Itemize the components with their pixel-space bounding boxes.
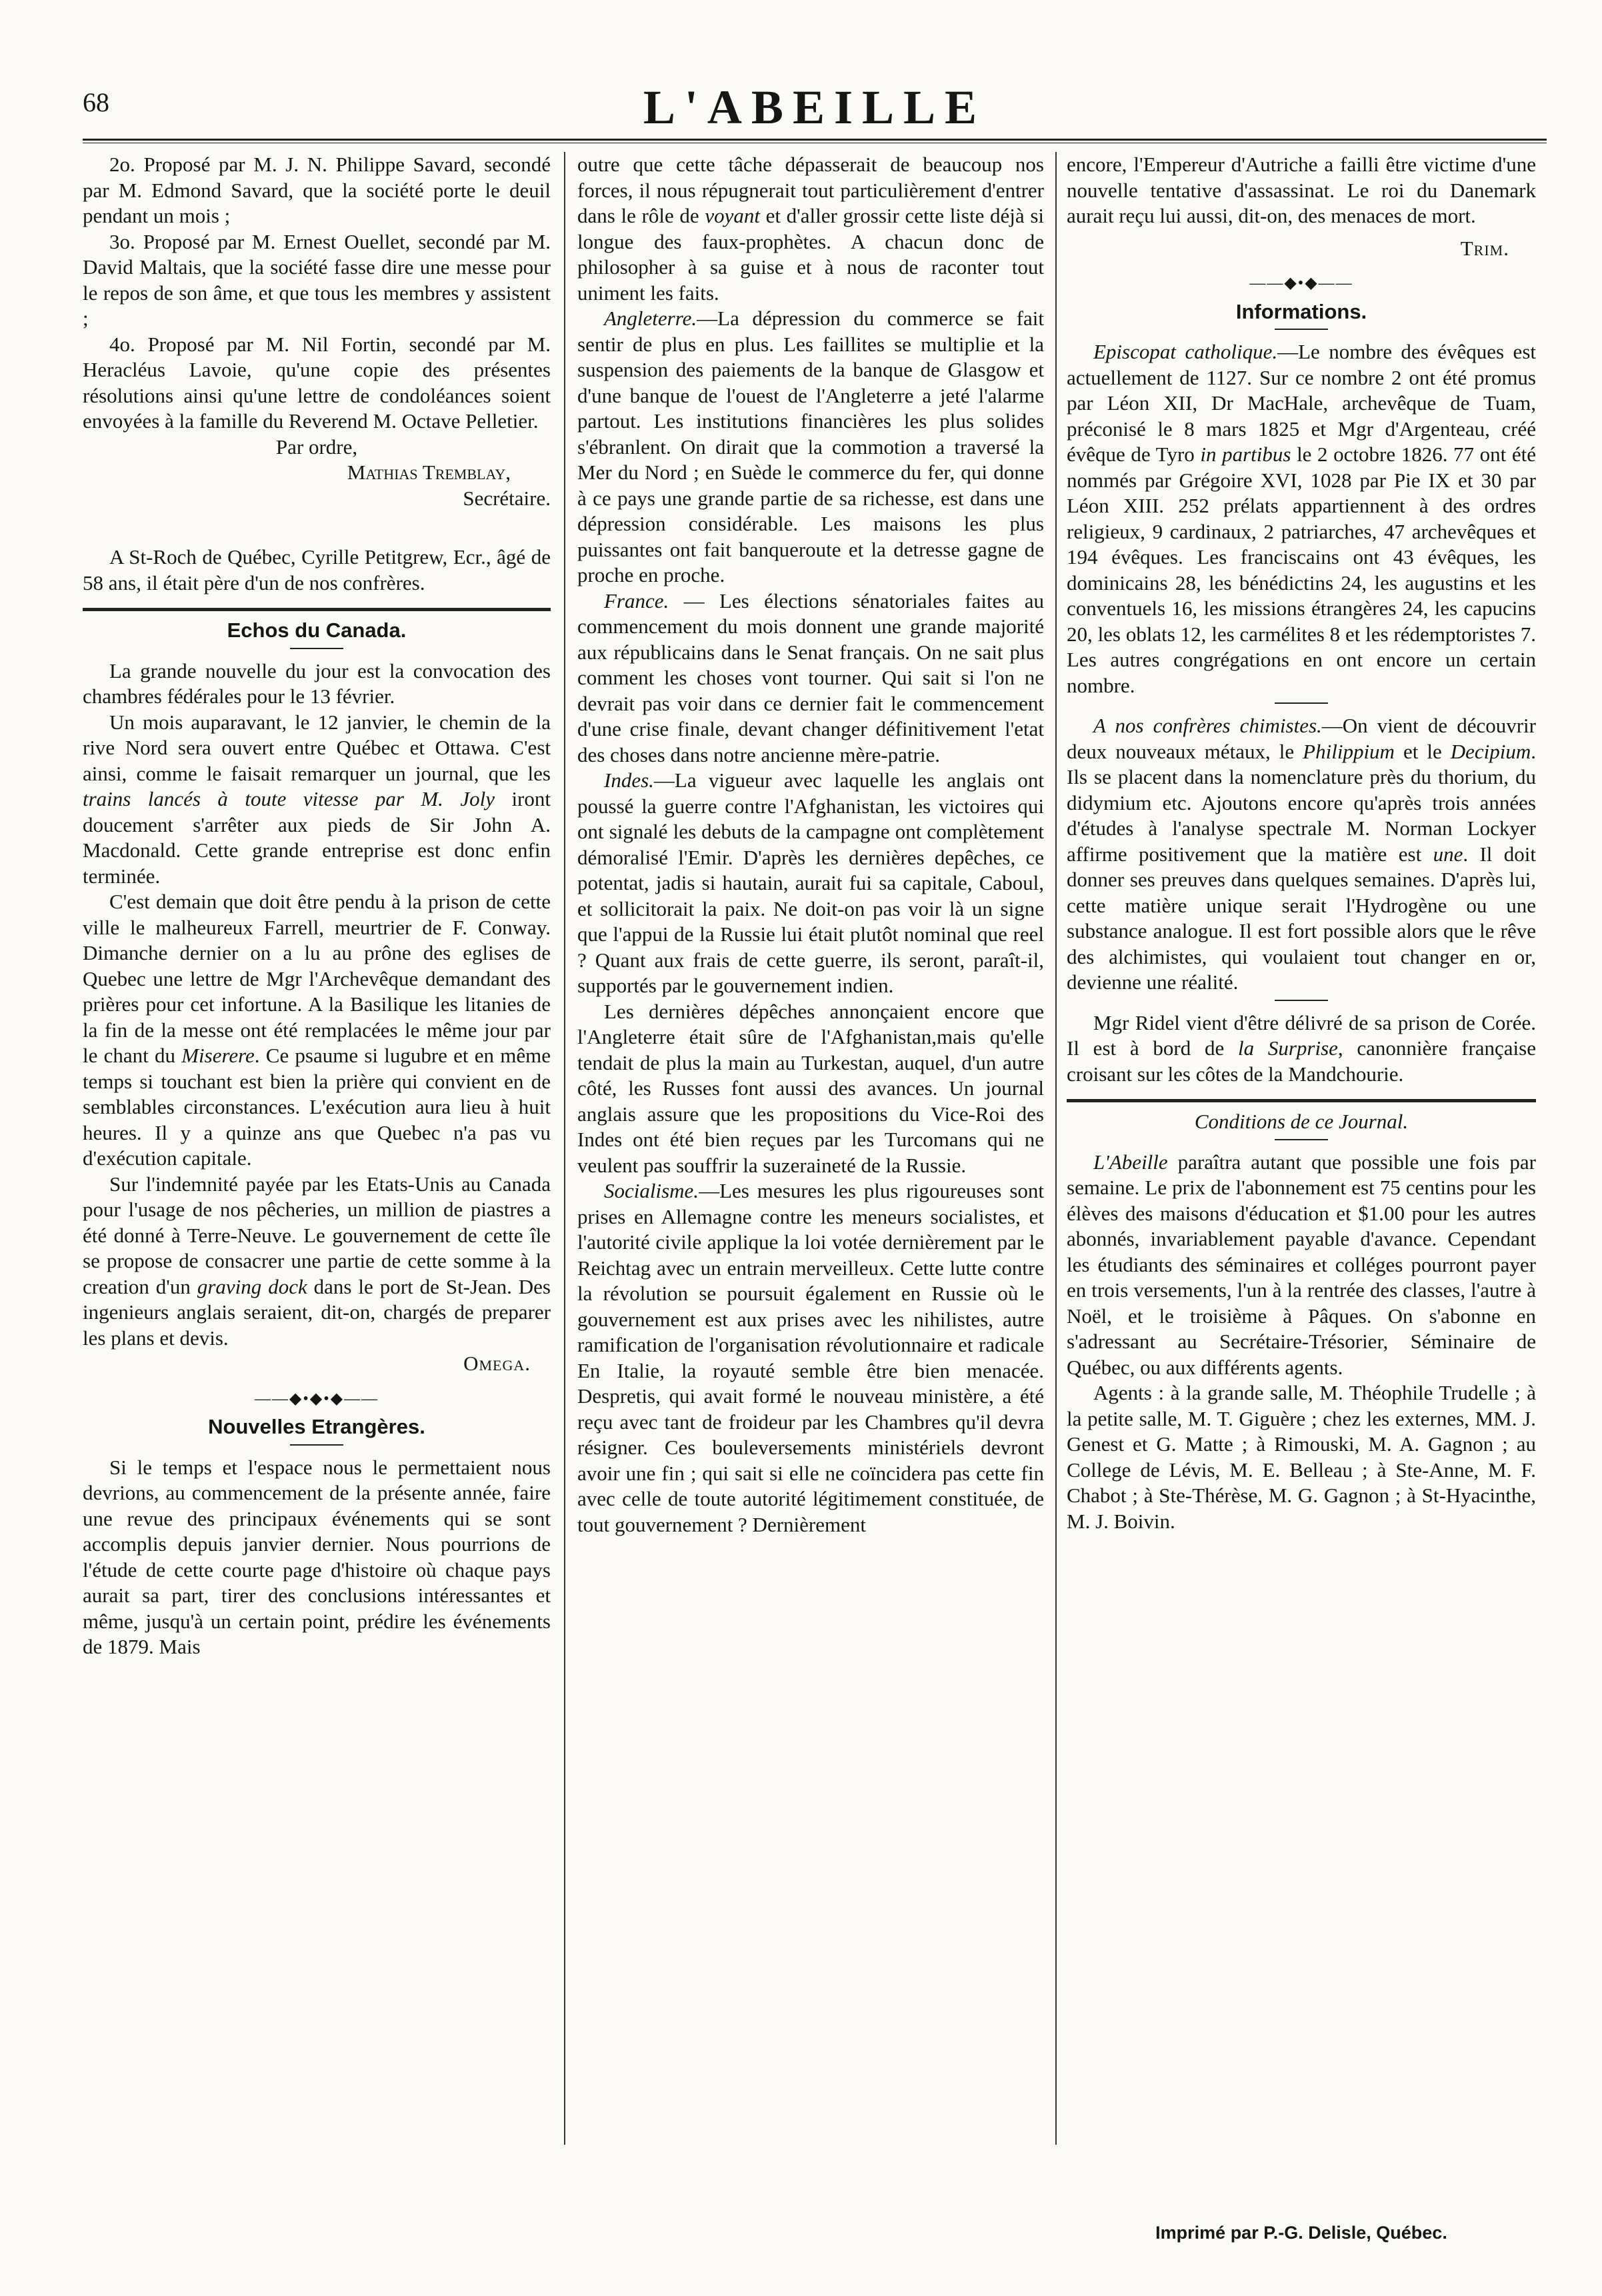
section-title-conditions: Conditions de ce Journal. [1194,1110,1409,1133]
page-number: 68 [83,87,109,117]
ornament-divider: ——◆•◆—— [1249,275,1353,292]
short-rule [1275,329,1328,330]
column-divider [1055,152,1057,2145]
masthead-title: L'ABEILLE [643,81,987,134]
signer-role: Secrétaire. [463,486,551,510]
news-france: France. — Les élections sénatoriales faites au commencement du mois donnent une grande majorité aux républicains dans le Senat français. On ne sait plus comment les choses vont tourner. Qui sait si l'on ne devrait pas voir dans ce dernier fait le commencement d'une crise finale, devant changer définitivement l'etat des choses dans notre ancienne mère-patrie. [577,588,1044,766]
short-rule [290,1444,343,1446]
resolution-3: 3o. Proposé par M. Ernest Ouellet, secondé par M. David Maltais, que la société fasse dire une messe pour le repos de son âme, et que tous les membres y assistent ; [83,229,551,330]
page-header [83,80,1547,133]
echos-paragraph: C'est demain que doit être pendu à la prison de cette ville le malheureux Farrell, meurtrier de F. Conway. Dimanche dernier on a lu au prône des eglises de Quebec une lettre de Mgr l'Archevêque demandant des prières pour cet infortune. A la Basilique les litanies de la fin de la messe ont été remplacées le même jour par le chant du Miserere. Ce psaume si lugubre et en même temps si touchant est bien la prière qui convient en de semblables circonstances. L'exécution aura lieu à huit heures. Il y a quinze ans que Quebec n'a pas vu d'exécution capitale. [83,890,551,1170]
resolution-4: 4o. Proposé par M. Nil Fortin, secondé par M. Heracléus Lavoie, qu'une copie des présentes résolutions ainsi qu'une lettre de condoléances soient envoyées à la famille du Reverend M. Octave Pelletier. [83,332,551,433]
news-angleterre: Angleterre.—La dépression du commerce se fait sentir de plus en plus. Les faillites se multiplie et la suspension des paiements de la banque de Glasgow et d'une banque de l'ouest de l'Angleterre a jeté l'alarme partout. Les institutions financières les plus solides s'ébranlent. On dirait que la commotion a traversé la Mer du Nord ; en Suède le commerce du fer, qui donne à ce pays une grande partie de sa richesse, est dans une dépression considérable. Les maisons les plus puissantes ont fait banqueroute et la detresse gagne de proche en proche. [577,307,1044,586]
column-3 [1067,152,1536,2251]
nouvelles-continued: outre que cette tâche dépasserait de beaucoup nos forces, il nous répugnerait tout particulièrement d'entrer dans le rôle de voyant et d'aller grossir cette liste déjà si longue des faux-prophètes. A chacun donc de philosopher à sa guise et à nous de raconter tout uniment les faits. [577,153,1044,305]
info-episcopat: Episcopat catholique.—Le nombre des évêques est actuellement de 1127. Sur ce nombre 2 ont été promus par Léon XII, Dr MacHale, archevêque de Tuam, préconisé le 8 mars 1825 et Mgr d'Argenteau, créé évêque de Tyro in partibus le 2 octobre 1826. 77 ont été nommés par Grégoire XVI, 1028 par Pie IX et 30 par Léon XIII. 252 prélats appartiennent à des ordres religieux, 9 cardinaux, 2 patriarches, 47 archevêques et 194 évêques. Les franciscains ont 43 évêques, les dominicains 28, les bénédictins 24, les augustins et les conventuels 16, les missions étrangères 24, les capucins 20, les oblats 12, les carmélites 8 et les rédemptoristes 7. Les autres congrégations en ont encore un certain nombre. [1067,340,1536,697]
info-chimistes: A nos confrères chimistes.—On vient de découvrir deux nouveaux métaux, le Philippium et le Decipium. Ils se placent dans la nomenclature près du thorium, du didymium etc. Ajoutons encore qu'après trois années d'études à l'analyse spectrale M. Norman Lockyer affirme positivement que la matière est une. Il doit donner ses preuves dans quelques semaines. D'après lui, cette matière unique serait l'Hydrogène ou une substance analogue. Il est fort possible alors que le rêve des alchimistes, qui voulaient tout changer en or, devienne une réalité. [1067,714,1536,994]
nouvelles-paragraph: Si le temps et l'espace nous le permettaient nous devrions, au commencement de la présente année, faire une revue des principaux événements qui se sont accomplis depuis janvier dernier. Nous pourrions de l'étude de cette courte page d'histoire où chaque pays aurait sa part, tirer des conclusions intéressantes et même, jusqu'à un certain point, prédire les événements de 1879. Mais [83,1455,551,1658]
info-ridel: Mgr Ridel vient d'être délivré de sa prison de Corée. Il est à bord de la Surprise, canonnière française croisant sur les côtes de la Mandchourie. [1067,1010,1536,1086]
order-line: Par ordre, [275,435,358,459]
news-socialisme: Socialisme.—Les mesures les plus rigoureuses sont prises en Allemagne contre les meneurs socialistes, et l'autorité civile applique la loi votée dernièrement par le Reichtag avec un entrain merveilleux. Cette lutte contre la révolution se poursuit également en Russie où le gouvernement est aux prises avec les nihilistes, autre ramification de l'organisation révolutionnaire et radicale En Italie, la royauté semble être bien menacée. Despretis, qui avait formé le nouveau ministère, a été reçu avec tant de froideur par les Chambres qu'il devra résigner. Ces bouleversements ministériels devront avoir une fin ; qui sait si elle ne coïncidera pas cette fin avec celle de toute autorité légitimement constituée, de tout gouvernement ? Dernièrement [577,1179,1044,1536]
column-1 [83,152,551,2251]
news-indes: Indes.—La vigueur avec laquelle les anglais ont poussé la guerre contre l'Afghanistan, les victoires qui ont signalé les debuts de la campagne ont complètement démoralisé l'Emir. D'après les dernières depêches, ce potentat, jadis si hautain, aurait fui sa capitale, Caboul, et sollicitorait la paix. Ne doit-on pas voir là un signe que l'appui de la Russie lui était plutôt nominal que reel ? Quant aux frais de cette guerre, ils seront, paraît-il, supportés par le gouvernement indien. [577,768,1044,997]
short-rule [290,648,343,649]
news-indes-2: Les dernières dépêches annonçaient encore que l'Angleterre était sûre de l'Afghanistan,mais qu'elle tendait de plus la main au Turkestan, auquel, d'un autre côté, les Russes font aussi des avances. Un journal anglais assure que les propositions du Vice-Roi des Indes ont été bien reçues par les Turcomans qui ne veulent pas souffrir la suzeraineté de la Russie. [577,999,1044,1177]
header-rule [83,139,1547,141]
news-signature: Trim. [1460,236,1509,260]
section-title-nouvelles: Nouvelles Etrangères. [208,1415,425,1438]
echos-paragraph: Sur l'indemnité payée par les Etats-Unis au Canada pour l'usage de nos pêcheries, un million de piastres a été donné à Terre-Neuve. Le gouvernement de cette île se propose de consacrer une partie de cette somme à la creation d'un graving dock dans le port de St-Jean. Des ingenieurs anglais seraient, dit-on, chargés de preparer les plans et devis. [83,1172,551,1350]
socialisme-continued: encore, l'Empereur d'Autriche a failli être victime d'une nouvelle tentative d'assassinat. Le roi du Danemark aurait reçu lui aussi, dit-on, des menaces de mort. [1067,153,1536,227]
section-rule [83,608,551,611]
echos-signature: Omega. [463,1352,531,1375]
echos-paragraph: La grande nouvelle du jour est la convocation des chambres fédérales pour le 13 février. [83,658,551,708]
column-divider [564,152,565,2145]
section-title-echos: Echos du Canada. [227,618,407,642]
conditions-paragraph: L'Abeille paraîtra autant que possible une fois par semaine. Le prix de l'abonnement est 75 centins pour les élèves des maisons d'éducation et $1.00 pour les autres abonnés, invariablement payable d'avance. Cependant les étudiants des séminaires et colléges pourront payer en trois versements, l'un à la rentrée des classes, l'autre à Noël, et le troisième à Pâques. On s'abonne en s'adressant au Secrétaire-Trésorier, Séminaire de Québec, ou aux différents agents. [1067,1150,1536,1379]
section-title-informations: Informations. [1235,299,1367,323]
short-rule [1275,1000,1328,1001]
resolution-2: 2o. Proposé par M. J. N. Philippe Savard, secondé par M. Edmond Savard, que la société porte le deuil pendant un mois ; [83,153,551,227]
death-notice: A St-Roch de Québec, Cyrille Petitgrew, Ecr., âgé de 58 ans, il était père d'un de nos confrères. [83,545,551,594]
printer-imprint: Imprimé par P.-G. Delisle, Québec. [1155,2223,1447,2243]
short-rule [1275,1139,1328,1140]
column-2 [577,152,1044,2251]
short-rule [1275,702,1328,704]
ornament-divider: ——◆•◆•◆—— [254,1390,379,1408]
agents-paragraph: Agents : à la grande salle, M. Théophile Trudelle ; à la petite salle, M. T. Giguère ; chez les externes, MM. J. Genest et G. Matte ; à Rimouski, M. A. Gagnon ; au College de Lévis, M. E. Belleau ; à Ste-Anne, M. F. Chabot ; à Ste-Thérèse, M. G. Gagnon ; à St-Hyacinthe, M. J. Boivin. [1067,1381,1536,1533]
section-rule [1067,1099,1536,1102]
echos-paragraph: Un mois auparavant, le 12 janvier, le chemin de la rive Nord sera ouvert entre Québec et Ottawa. C'est ainsi, comme le faisait remarquer un journal, que les trains lancés à toute vitesse par M. Joly iront doucement s'arrêter aux pieds de Sir John A. Macdonald. Cette grande entreprise est donc enfin terminée. [83,710,551,888]
signer-name: Mathias Tremblay, [347,461,511,484]
